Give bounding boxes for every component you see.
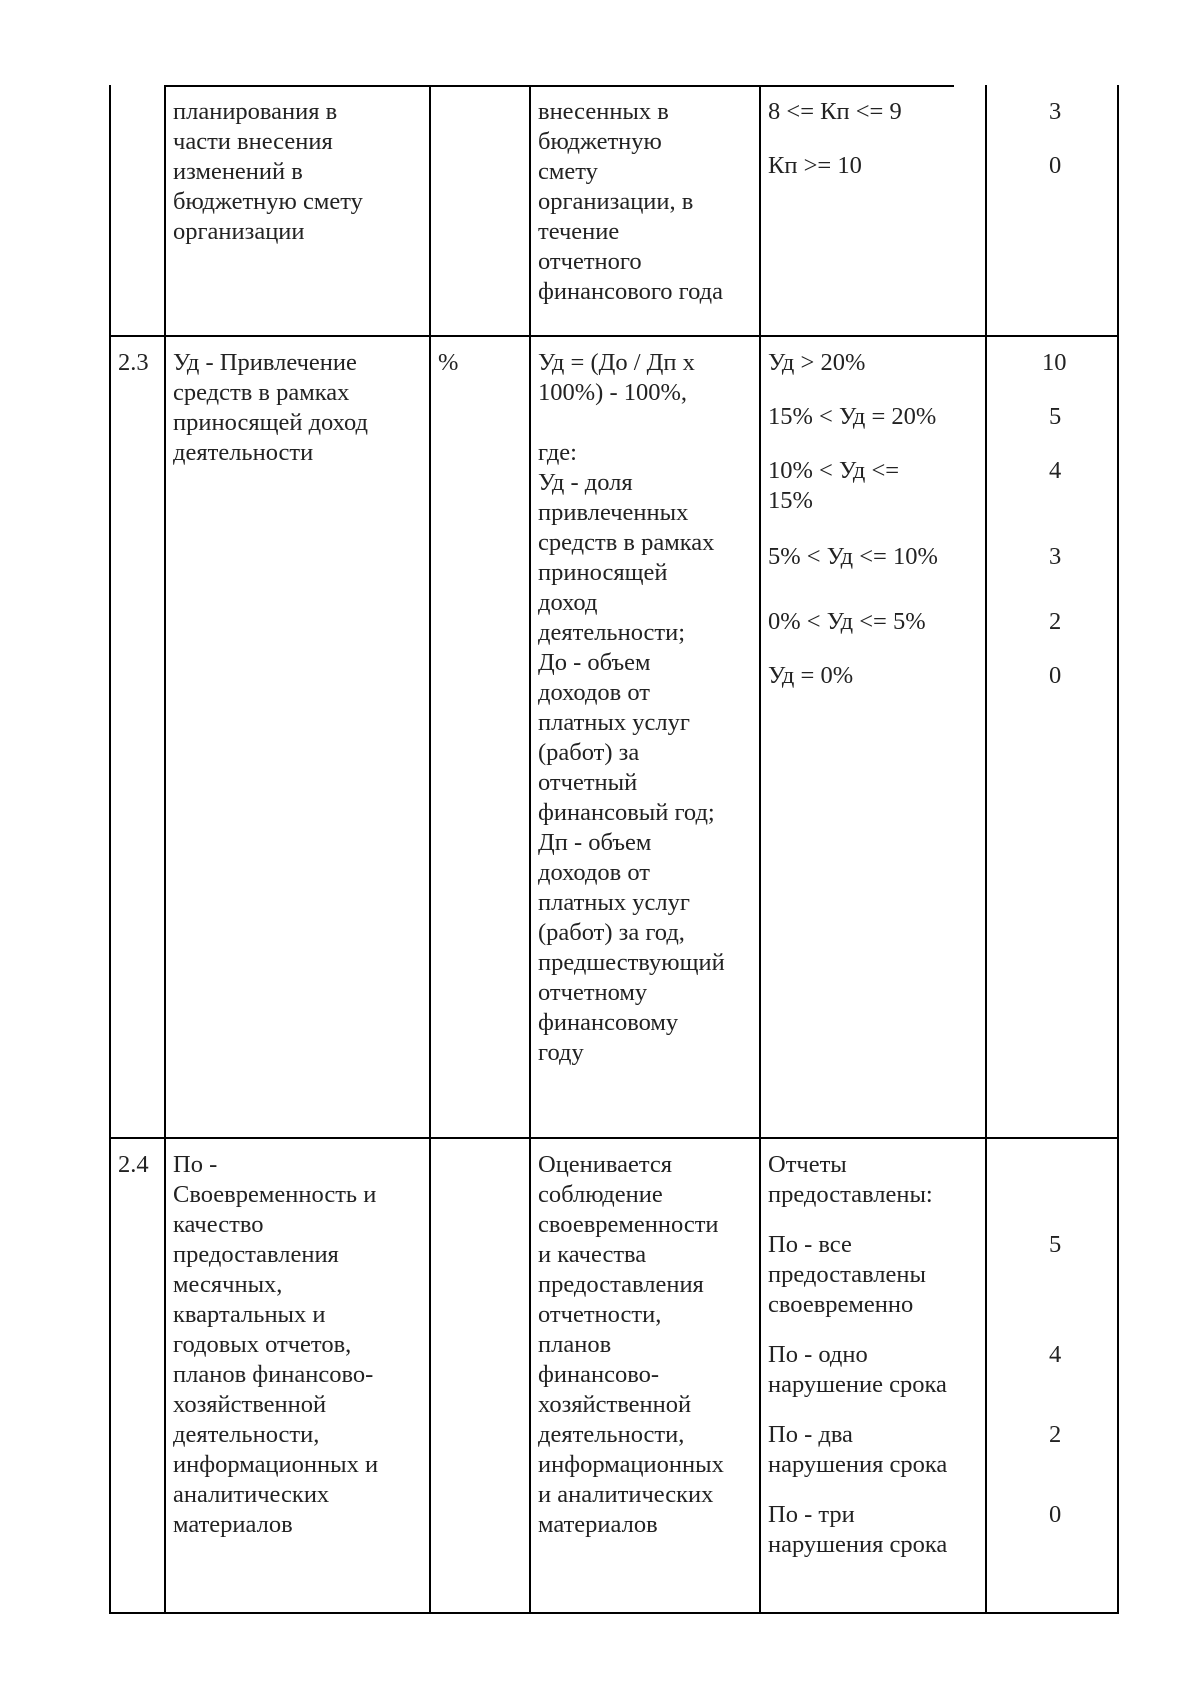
formula-line: средств в рамках — [538, 529, 715, 556]
indicator-name-line: аналитических — [173, 1481, 330, 1508]
formula-line: финансового года — [538, 278, 723, 305]
criterion-line: По - все — [768, 1231, 852, 1258]
indicator-name-line: планирования в — [173, 98, 338, 125]
criterion-text — [768, 1500, 947, 1560]
formula-line: Уд = (До / Дп х — [538, 349, 695, 376]
indicator-name-line: Своевременность и — [173, 1181, 377, 1208]
criterion-text: Уд = 0% — [768, 662, 854, 689]
indicator-name-cell — [173, 1150, 378, 1540]
formula-line — [538, 408, 725, 438]
formula-line: отчетный — [538, 769, 638, 796]
formula-line: Дп - объем — [538, 829, 652, 856]
criterion-line: По - три — [768, 1501, 855, 1528]
formula-line: отчетному — [538, 979, 648, 1006]
row-divider — [164, 85, 954, 87]
criterion-text — [768, 456, 899, 516]
row-number: 2.4 — [118, 1151, 149, 1178]
indicator-name-line: предоставления — [173, 1241, 339, 1268]
indicator-name-line: изменений в — [173, 158, 303, 185]
formula-line: Оценивается — [538, 1151, 673, 1178]
criterion-line: 15% — [768, 487, 813, 514]
column-divider — [109, 85, 111, 1614]
indicator-name-cell — [173, 97, 363, 247]
indicator-name-line: деятельности, — [173, 1421, 320, 1448]
criterion-text: Уд > 20% — [768, 349, 866, 376]
indicator-name-line: информационных и — [173, 1451, 379, 1478]
formula-line: отчетного — [538, 248, 642, 275]
indicator-name-line: хозяйственной — [173, 1391, 327, 1418]
column-divider — [1117, 85, 1119, 1614]
formula-line: 100%) - 100%, — [538, 379, 688, 406]
formula-line: смету — [538, 158, 598, 185]
criterion-text — [768, 1340, 947, 1400]
criterion-text: 0% < Уд <= 5% — [768, 608, 926, 635]
criterion-text — [768, 1230, 926, 1320]
formula-line: деятельности, — [538, 1421, 685, 1448]
formula-line: приносящей — [538, 559, 668, 586]
formula-line: и аналитических — [538, 1481, 714, 1508]
criterion-line: нарушения срока — [768, 1451, 948, 1478]
criterion-line: По - одно — [768, 1341, 868, 1368]
criterion-line: нарушения срока — [768, 1531, 948, 1558]
formula-line: платных услуг — [538, 709, 690, 736]
indicator-name-line: Уд - Привлечение — [173, 349, 357, 376]
criterion-text: 15% < Уд = 20% — [768, 403, 937, 430]
formula-line: своевременности — [538, 1211, 719, 1238]
column-divider — [759, 85, 761, 1614]
score-value: 5 — [1049, 403, 1062, 430]
formula-line: информационных — [538, 1451, 724, 1478]
formula-line: До - объем — [538, 649, 651, 676]
formula-line: привлеченных — [538, 499, 689, 526]
row-divider — [109, 1612, 1119, 1614]
criterion-text: 5% < Уд <= 10% — [768, 543, 938, 570]
indicator-name-line: средств в рамках — [173, 379, 350, 406]
score-value: 2 — [1049, 608, 1062, 635]
indicator-name-line: материалов — [173, 1511, 293, 1538]
formula-line: финансовому — [538, 1009, 679, 1036]
formula-line: финансово- — [538, 1361, 660, 1388]
formula-line: где: — [538, 439, 577, 466]
indicator-name-cell — [173, 348, 368, 468]
formula-line: и качества — [538, 1241, 647, 1268]
formula-line: предшествующий — [538, 949, 725, 976]
column-divider — [985, 85, 987, 1614]
row-divider — [109, 335, 1119, 337]
row-divider — [109, 1137, 1119, 1139]
indicator-name-line: квартальных и — [173, 1301, 326, 1328]
score-value: 4 — [1049, 457, 1062, 484]
formula-line: бюджетную — [538, 128, 662, 155]
indicator-name-line: качество — [173, 1211, 264, 1238]
score-value: 3 — [1049, 543, 1062, 570]
criteria-header-line: Отчеты — [768, 1151, 847, 1178]
criterion-text: Кп >= 10 — [768, 152, 862, 179]
criterion-text — [768, 1420, 947, 1480]
score-value: 0 — [1049, 662, 1062, 689]
indicator-name-line: приносящей доход — [173, 409, 368, 436]
formula-line: доходов от — [538, 859, 651, 886]
criterion-line: предоставлены — [768, 1261, 926, 1288]
indicator-name-line: По - — [173, 1151, 218, 1178]
criteria-header — [768, 1150, 933, 1210]
score-value: 0 — [1049, 1501, 1062, 1528]
row-number: 2.3 — [118, 349, 149, 376]
criterion-line: 10% < Уд <= — [768, 457, 900, 484]
formula-line: отчетности, — [538, 1301, 662, 1328]
score-value: 4 — [1049, 1341, 1062, 1368]
score-value: 0 — [1049, 152, 1062, 179]
formula-line: деятельности; — [538, 619, 686, 646]
formula-cell — [538, 1150, 724, 1540]
criterion-line: нарушение срока — [768, 1371, 947, 1398]
score-value: 3 — [1049, 98, 1062, 125]
formula-line: соблюдение — [538, 1181, 663, 1208]
indicator-name-line: организации — [173, 218, 305, 245]
formula-line: финансовый год; — [538, 799, 715, 826]
formula-line: предоставления — [538, 1271, 704, 1298]
formula-line: Уд - доля — [538, 469, 633, 496]
indicator-name-line: месячных, — [173, 1271, 283, 1298]
formula-line: организации, в — [538, 188, 694, 215]
indicator-name-line: планов финансово- — [173, 1361, 374, 1388]
formula-line: внесенных в — [538, 98, 669, 125]
formula-line: материалов — [538, 1511, 658, 1538]
formula-line: хозяйственной — [538, 1391, 692, 1418]
formula-line: планов — [538, 1331, 612, 1358]
formula-line: доход — [538, 589, 598, 616]
formula-cell — [538, 97, 723, 307]
score-value: 10 — [1042, 349, 1067, 376]
score-value: 2 — [1049, 1421, 1062, 1448]
indicator-name-line: бюджетную смету — [173, 188, 363, 215]
formula-line: доходов от — [538, 679, 651, 706]
formula-line: году — [538, 1039, 584, 1066]
formula-line: течение — [538, 218, 620, 245]
score-value: 5 — [1049, 1231, 1062, 1258]
criterion-text: 8 <= Кп <= 9 — [768, 98, 902, 125]
column-divider — [529, 85, 531, 1614]
indicator-name-line: деятельности — [173, 439, 314, 466]
criterion-line: своевременно — [768, 1291, 914, 1318]
criteria-header-line: предоставлены: — [768, 1181, 933, 1208]
column-divider — [429, 85, 431, 1614]
criteria-table — [109, 85, 1119, 1614]
column-divider — [164, 85, 166, 1614]
formula-line: (работ) за — [538, 739, 640, 766]
criterion-line: По - два — [768, 1421, 853, 1448]
formula-line: (работ) за год, — [538, 919, 685, 946]
unit-value: % — [438, 349, 459, 376]
formula-line: платных услуг — [538, 889, 690, 916]
indicator-name-line: части внесения — [173, 128, 333, 155]
formula-cell — [538, 348, 725, 1068]
indicator-name-line: годовых отчетов, — [173, 1331, 352, 1358]
